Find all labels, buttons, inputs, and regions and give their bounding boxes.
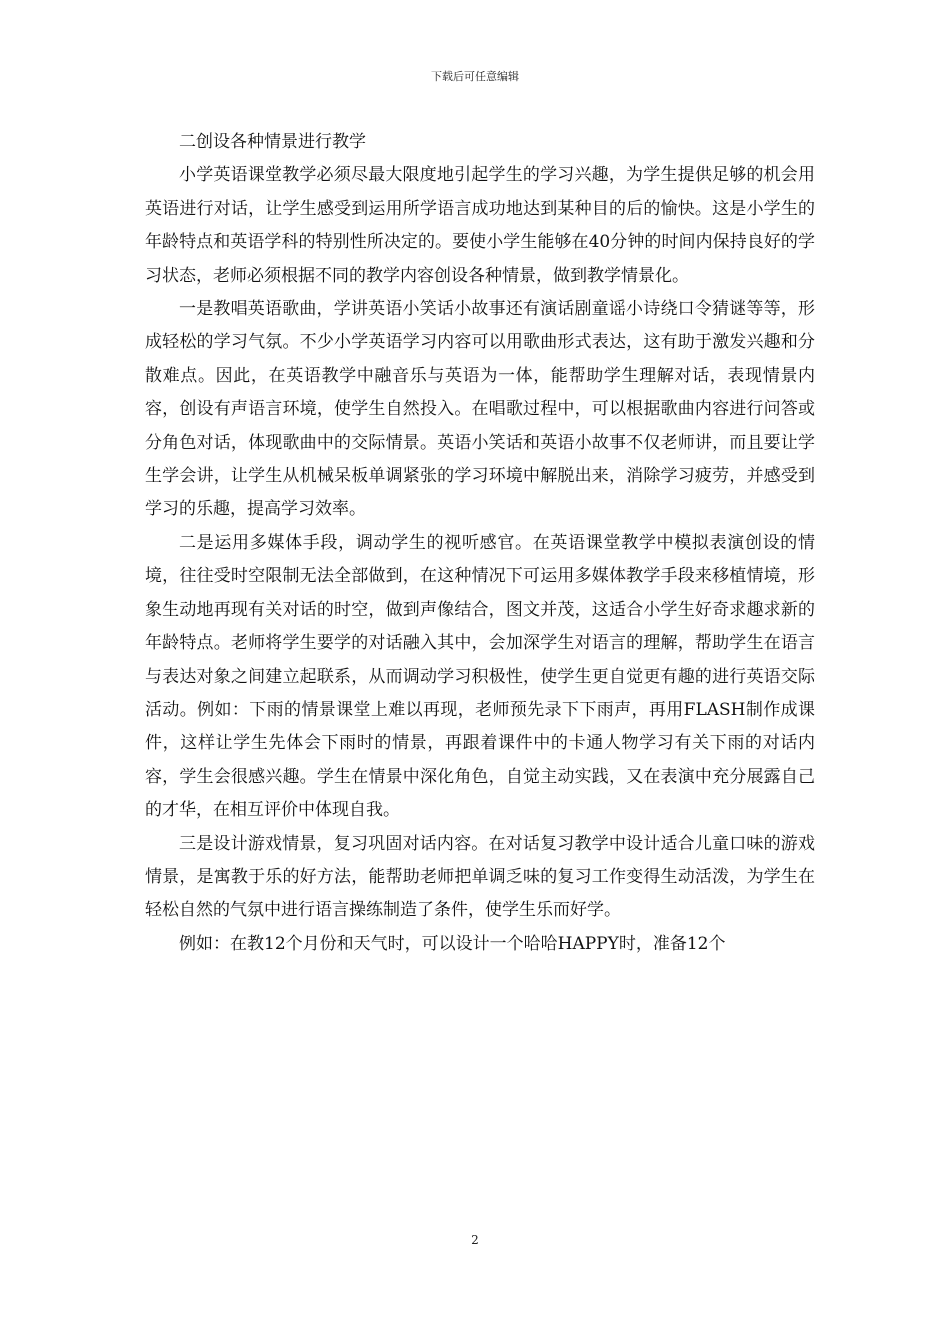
section-heading: 二创设各种情景进行教学: [179, 132, 366, 152]
page-number: 2: [471, 1233, 479, 1247]
paragraph: 二是运用多媒体手段，调动学生的视听感官。在英语课堂教学中模拟表演创设的情境，往往受时空限制无法全部做到，在这种情况下可运用多媒体教学手段来移植情境，形象生动地再现有关对话的时空，做到声像结合，图文并茂，这适合小学生好奇求趣求新的年龄特点。老师将学生要学的对话融入其中，会加深学生对语言的理解，帮助学生在语言与表达对象之间建立起联系，从而调动学习积极性，使学生更自觉更有趣的进行英语交际活动。例如：下雨的情景课堂上难以再现，老师预先录下下雨声，再用FLASH制作成课件，这样让学生先体会下雨时的情景，再跟着课件中的卡通人物学习有关下雨的对话内容，学生会很感兴趣。学生在情景中深化角色，自觉主动实践，又在表演中充分展露自己的才华，在相互评价中体现自我。: [145, 532, 815, 821]
document-body: [145, 126, 815, 961]
paragraph: 一是教唱英语歌曲，学讲英语小笑话小故事还有演话剧童谣小诗绕口令猜谜等等，形成轻松的学习气氛。不少小学英语学习内容可以用歌曲形式表达，这有助于激发兴趣和分散难点。因此，在英语教学中融音乐与英语为一体，能帮助学生理解对话，表现情景内容，创设有声语言环境，使学生自然投入。在唱歌过程中，可以根据歌曲内容进行问答或分角色对话，体现歌曲中的交际情景。英语小笑话和英语小故事不仅老师讲，而且要让学生学会讲，让学生从机械呆板单调紧张的学习环境中解脱出来，消除学习疲劳，并感受到学习的乐趣，提高学习效率。: [145, 299, 815, 520]
paragraph: 三是设计游戏情景，复习巩固对话内容。在对话复习教学中设计适合儿童口味的游戏情景，是寓教于乐的好方法，能帮助老师把单调乏味的复习工作变得生动活泼，为学生在轻松自然的气氛中进行语言操练制造了条件，使学生乐而好学。: [145, 833, 815, 921]
page-header: 下载后可任意编辑: [431, 70, 519, 83]
paragraph: 小学英语课堂教学必须尽最大限度地引起学生的学习兴趣，为学生提供足够的机会用英语进行对话，让学生感受到运用所学语言成功地达到某种目的后的愉快。这是小学生的年龄特点和英语学科的特别性所决定的。要使小学生能够在40分钟的时间内保持良好的学习状态，老师必须根据不同的教学内容创设各种情景，做到教学情景化。: [145, 165, 815, 286]
paragraph: 例如：在教12个月份和天气时，可以设计一个哈哈HAPPY时，准备12个: [179, 933, 726, 954]
